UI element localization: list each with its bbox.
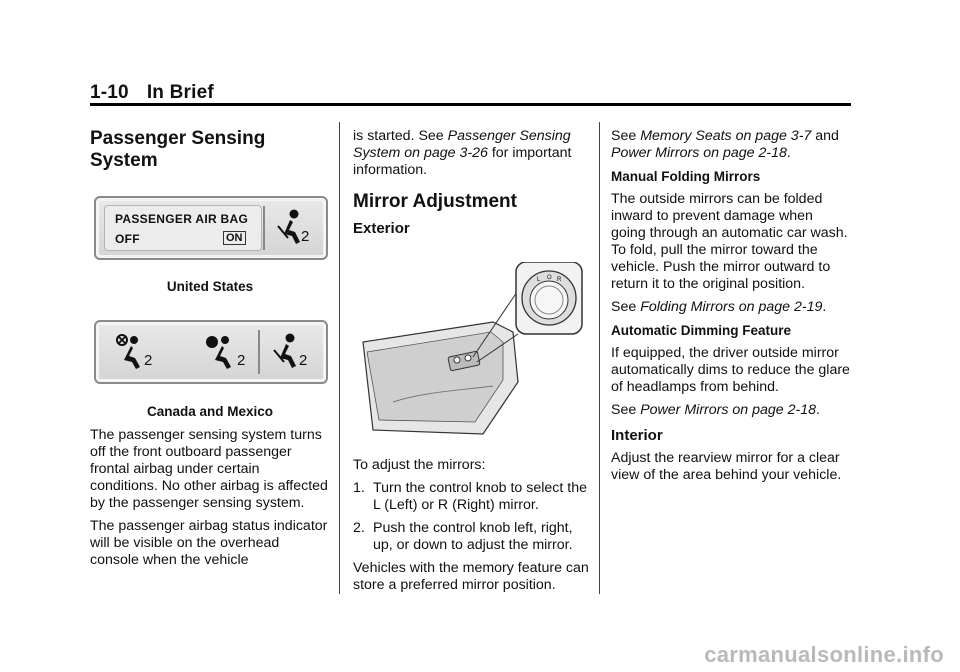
continued-paragraph: [353, 128, 593, 179]
off-label: OFF: [115, 232, 140, 246]
us-panel-text-area: [104, 205, 262, 251]
folding-mirrors-reference: Folding Mirrors on page 2-19: [640, 299, 823, 315]
column-2-body: [353, 457, 593, 600]
passenger-air-bag-label: PASSENGER AIR BAG: [115, 212, 249, 226]
canada-number-3: 2: [299, 352, 308, 369]
sensing-paragraph-1: The passenger sensing system turns off the front outboard passenger frontal airbag under certain conditions. No other airbag is affected by the passenger sensing system.: [90, 427, 328, 511]
see2-pre: See: [611, 299, 641, 315]
section-title: In Brief: [146, 82, 214, 103]
see2-post: .: [822, 299, 827, 315]
airbag-off-icon: [114, 334, 144, 370]
canada-number-1: 2: [144, 352, 153, 369]
seated-passenger-icon: [276, 208, 304, 246]
on-label: ON: [223, 231, 246, 245]
step-1-text: Turn the control knob to select the L (Left) or R (Right) mirror.: [373, 480, 587, 513]
column-2: [353, 128, 593, 237]
manual-folding-label: Manual Folding Mirrors: [611, 169, 761, 184]
watermark: carmanualsonline.info: [704, 642, 944, 667]
canada-number-2: 2: [237, 352, 246, 369]
see-power-mirrors: [611, 402, 851, 419]
memory-seats-reference: Memory Seats on page 3-7: [640, 128, 812, 144]
step-2-number: 2.: [353, 520, 365, 536]
passenger-sensing-title: Passenger Sensing System: [90, 128, 266, 171]
auto-dimming-text: If equipped, the driver outside mirror automatically dims to reduce the glare of headlamps from behind.: [611, 345, 850, 395]
see3-pre: See: [611, 402, 641, 418]
panel-divider: [258, 330, 260, 374]
step-2-text: Push the control knob left, right, up, or down to adjust the mirror.: [373, 520, 573, 553]
see-folding: [611, 299, 851, 316]
passenger-sensing-reference: Passenger Sensing System on page 3-26: [353, 128, 571, 161]
cont-post: for important information.: [353, 145, 572, 178]
page-number: 1-10: [90, 82, 129, 103]
knob-off-letter: O: [547, 275, 552, 281]
memory-paragraph: Vehicles with the memory feature can store a preferred mirror position.: [353, 560, 589, 593]
seatbelt-passenger-icon: [272, 332, 300, 370]
see3-post: .: [816, 402, 820, 418]
knob-left-letter: L: [537, 277, 541, 283]
interior-heading: Interior: [611, 427, 663, 444]
step-1-number: 1.: [353, 480, 365, 496]
adjust-intro: To adjust the mirrors:: [353, 457, 486, 473]
column-1-body: [90, 427, 330, 575]
power-mirrors-reference: Power Mirrors on page 2-18: [611, 145, 787, 161]
mirror-adjustment-heading: Mirror Adjustment: [353, 191, 517, 212]
see1-pre: See: [611, 128, 641, 144]
door-mirror-control-illustration: [353, 262, 588, 444]
step-1: [353, 480, 593, 514]
canada-airbag-indicator-panel: [94, 320, 328, 384]
see1-post: .: [786, 145, 791, 161]
panel-divider: [263, 206, 265, 250]
sensing-paragraph-2: The passenger airbag status indicator will be visible on the overhead console when the vehicle: [90, 518, 328, 568]
canada-mexico-caption: Canada and Mexico: [146, 404, 274, 419]
united-states-caption: United States: [166, 279, 254, 294]
see1-mid: and: [811, 128, 839, 144]
see-memory-power: [611, 128, 851, 162]
page-header: [90, 82, 214, 104]
power-mirrors-reference-2: Power Mirrors on page 2-18: [640, 402, 817, 418]
us-airbag-indicator-panel: [94, 196, 328, 260]
seat-number: 2: [301, 228, 310, 245]
column-1: [90, 128, 330, 172]
auto-dimming-label: Automatic Dimming Feature: [611, 323, 792, 338]
header-rule: [90, 103, 851, 106]
column-3: [611, 128, 851, 490]
knob-right-letter: R: [557, 277, 562, 283]
step-2: [353, 520, 593, 554]
manual-folding-text: The outside mirrors can be folded inward to prevent damage when going through an automatic car wash. To fold, pull the mirror toward the vehicle. Push the mirror outward to return it to the original position.: [611, 191, 848, 292]
airbag-on-icon: [204, 334, 236, 370]
exterior-heading: Exterior: [353, 220, 410, 237]
column-divider-1: [339, 122, 340, 594]
cont-pre: is started. See: [353, 128, 448, 144]
interior-text: Adjust the rearview mirror for a clear view of the area behind your vehicle.: [611, 450, 842, 483]
column-divider-2: [599, 122, 600, 594]
